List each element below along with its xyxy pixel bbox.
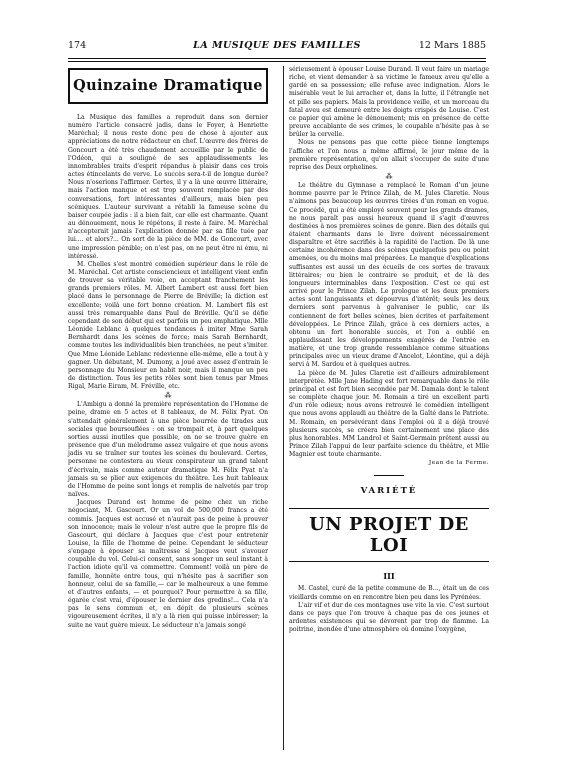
issue-date: 12 Mars 1885 — [418, 40, 486, 51]
paragraph: Le théâtre du Gymnase a remplacé le Roman d'un jeune homme pauvre par le Prince Zilah, de M. Jules Claretie. Nous n'aimons pas beaucoup les œuvres tirées d'un roman en vogue. Ce procédé, qui a été employé souvent pour les grands drames, ne nous paraît pas aussi heureux quand il s'agit d'œuvres destinées à nos premières scènes de genre. Bien des détails qui étaient charmants dans le livre doivent nécessairement disparaître et être sacrifiés à la rapidité de l'action. De là une certaine incohérence dans des scènes quelquefois peu ou point amenées, ou du moins mal préparées. Le manque d'explications suffisantes est aussi un des écueils de ces sortes de travaux littéraires; ou bien le contraire se produit, et de là des longueurs interminables dans l'exposition. C'est ce qui est arrivé pour le Prince Zilah. Le prologue et les deux premiers actes sont languissants et dépourvus d'intérêt; seuls les deux derniers sont parvenus à galvaniser le public, car ils contiennent de fort belles scènes, bien écrites et parfaitement développées. Le Prince Zilah, grâce à ces derniers actes, a obtenu un fort honorable succès, et l'on a oublié en applaudissant les développements exagérés de l'entrée en matière, et une trop grande ressemblance comme situations principales avec un vieux drame d'Ancelot, Léontine, qui a déjà servi à M. Sardou et à quelques autres. — [289, 182, 489, 369]
section-separator: ⁂ — [164, 392, 172, 401]
right-column — [289, 66, 489, 634]
paragraph: M. Castel, curé de la petite commune de B..., était un de ces vieillards comme on en rencontre bien peu dans les Pyrénées. — [289, 585, 489, 601]
section-label: VARIÉTÉ — [360, 486, 418, 497]
journal-title: LA MUSIQUE DES FAMILLES — [193, 40, 361, 51]
paragraph: M. Chelles s'est montré comédien supérieur dans le rôle de M. Maréchal. Cet artiste consciencieux et intelligent vient enfin de trouver sa véritable voie, en acceptant franchement les grands premiers rôles. M. Albert Lambert est aussi fort bien placé dans le personnage de Pierre de Bréville; la diction est excellente; voilà une fort bonne création. M. Lambert fils est aussi très remarquable dans Paul de Bréville. Qu'il se défie cependant de son début qui est parfois un peu emphatique. Mlle Léonide Leblanc à quelques tendances à imiter Mme Sarah Bernhardt dans les scènes de force; mais Sarah Bernhardt, comme toutes les individualités bien tranchées, ne peut s'imiter. Que Mme Léonide Leblanc redevienne elle-même, elle a tout à y gagner. Un débutant, M. Dumony, a joué avec assez d'entrain le personnage du Monsieur en habit noir, mais il manque un peu de distinction. Tous les petits rôles sont bien tenus par Mmes Rigal, Marie Eiram, M. Fréville, etc. — [68, 260, 268, 391]
author-signature: Jean de la Ferme. — [428, 460, 489, 467]
chapter-number: III — [383, 571, 395, 582]
section-separator: ⁂ — [385, 173, 393, 182]
left-column — [68, 66, 268, 630]
paragraph: L'Ambigu a donné la première représentation de l'Homme de peine, drame en 5 actes et 8 tableaux, de M. Félix Pyat. On s'attendait généralement à une pièce bourrée de tirades aux sociales que boursouflées : on se trompait et, à part quelques sorties aussi inutiles que possible, on ne se trouve guère en présence que d'un mélodrame assez vulgaire et que nous avons jadis vu se traîner sur toutes les scènes du boulevard. Certes, personne ne contestera au vieux conspirateur un grand talent d'écrivain, mais comme auteur dramatique M. Félix Pyat n'a jamais su se plier aux exigences du théâtre. Les huit tableaux de l'Homme de peine sont longs et remplis de naïvetés par trop naïves. — [68, 401, 268, 499]
separator-rule — [374, 475, 404, 476]
paragraph: L'air vif et dur de ces montagnes use vite la vie. C'est surtout dans ce pays que l'on trouve à chaque pas de ces jeunes et ardentes existences qui se dévorent par trop de flamme. La poitrine, inondée d'une atmosphère où domine l'oxygène, — [289, 601, 489, 634]
paragraph: La Musique des familles a reproduit dans son dernier numéro l'article consacré jadis, dans le Foyer, à Henriette Maréchal; il nous reste donc peu de chose à ajouter aux appréciations de notre rédacteur en chef. L'œuvre des frères de Goncourt a été très chaudement accueillie par le public de l'Odéon, qui a souligné de ses applaudissements les innombrables traits d'esprit répandus à plaisir dans ces trois actes étincelants de verve. Le succès sera-t-il de longue durée? Nous n'oserions l'affirmer. Certes, il y a là une œuvre littéraire, mais l'action manque et est trop souvent remplacée par des conversations, fort intéressantes d'ailleurs, mais bien peu scéniques. L'auteur survivant a rétabli la fameuse scène du baiser coupée jadis : il a bien fait, car elle est charmante. Quant au dénouement, nous le répétons, il reste à faire. M. Maréchal n'accepterait jamais l'explication donnée par sa fille tuée par lui.... et alors?... On sort de la pièce de MM. de Goncourt, avec une impression pénible; on n'est pas, on ne peut être ni ému, ni intéressé. — [68, 114, 268, 260]
article-title: Quinzaine Dramatique — [73, 77, 263, 94]
page-header — [68, 40, 486, 56]
article-title-box — [68, 68, 268, 104]
section-title: UN PROJET DE LOI — [289, 508, 489, 562]
header-rule-bottom — [68, 61, 486, 62]
header-rule-top — [68, 58, 486, 59]
page-number: 174 — [68, 40, 87, 51]
paragraph: sérieusement à épouser Louise Durand. Il veut faire un mariage riche, et vient demander à sa victime le fameux aveu qu'elle a gardé en sa possession; elle refuse avec indignation. Alors le misérable veut le lui arracher et, dans la lutte, il l'étrangle net et pille ses papiers. Mais la providence veille, et un morceau du fatal aveu est demeuré entre les doigts crispés de Louise. C'est ce papier qui amène le dénouement; mis en présence de cette preuve accablante de ses crimes, le coupable n'hésite pas à se brûler la cervelle. — [289, 66, 489, 139]
paragraph: Jacques Durand est homme de peine chez un riche négociant, M. Gascourt. Or un vol de 500,000 francs a été commis. Jacques est accusé et n'aurait pas de peine à prouver son innocence; mais le voleur n'est autre que le propre fils de Gascourt, qui déclare à Jacques que c'est pour entretenir Louise, la fille de l'homme de peine. Cependant le séducteur s'engage à épouser sa maîtresse si Jacques veut s'avouer coupable du vol. Celui-ci consent, sans songer un seul instant à l'action idiote qu'il va commettre. Comment! voilà un père de famille, honnête entre tous, qui n'hésite pas à sacrifier son honneur, celui de sa famille,— car le malheureux a une femme et d'autres enfants, — et pourquoi? Pour permettre à sa fille, égarée c'est vrai, d'épouser le dernier des gredins!... Cela n'a pas le sens commun et, en dépit de plusieurs scènes vigoureusement écrites, il n'y a là rien qui puisse intéresser; la suite ne vaut guère mieux. Le séducteur n'a jamais songé — [68, 499, 268, 629]
paragraph: Nous ne pensons pas que cette pièce tienne longtemps l'affiche et l'on nous a même affirmé, le jour même de la première représentation, qu'on allait s'occuper de suite d'une reprise des Deux orphelines. — [289, 139, 489, 171]
column-divider — [283, 66, 284, 750]
paragraph: La pièce de M. Jules Claretie est d'ailleurs admirablement interprétée. Mlle Jane Hading est fort remarquable dans le rôle principal et est fort bien secondée par M. Damala dont le talent se complète chaque jour. M. Romain a tiré un excellent parti d'un rôle odieux; nous avons retrouvé le comédien intelligent que nous avons applaudi au théâtre de la Gaîté dans le Patriote. M. Romain, en persévérant dans l'emploi où il a déjà trouvé plusieurs succès, se créera bien certainement une place des plus honorables. MM Landrol et Saint-Germain prêtent aussi au Prince Zilah l'appui de leur parfaite science du théâtre, et Mlle Magnier est toute charmante. — [289, 369, 489, 459]
